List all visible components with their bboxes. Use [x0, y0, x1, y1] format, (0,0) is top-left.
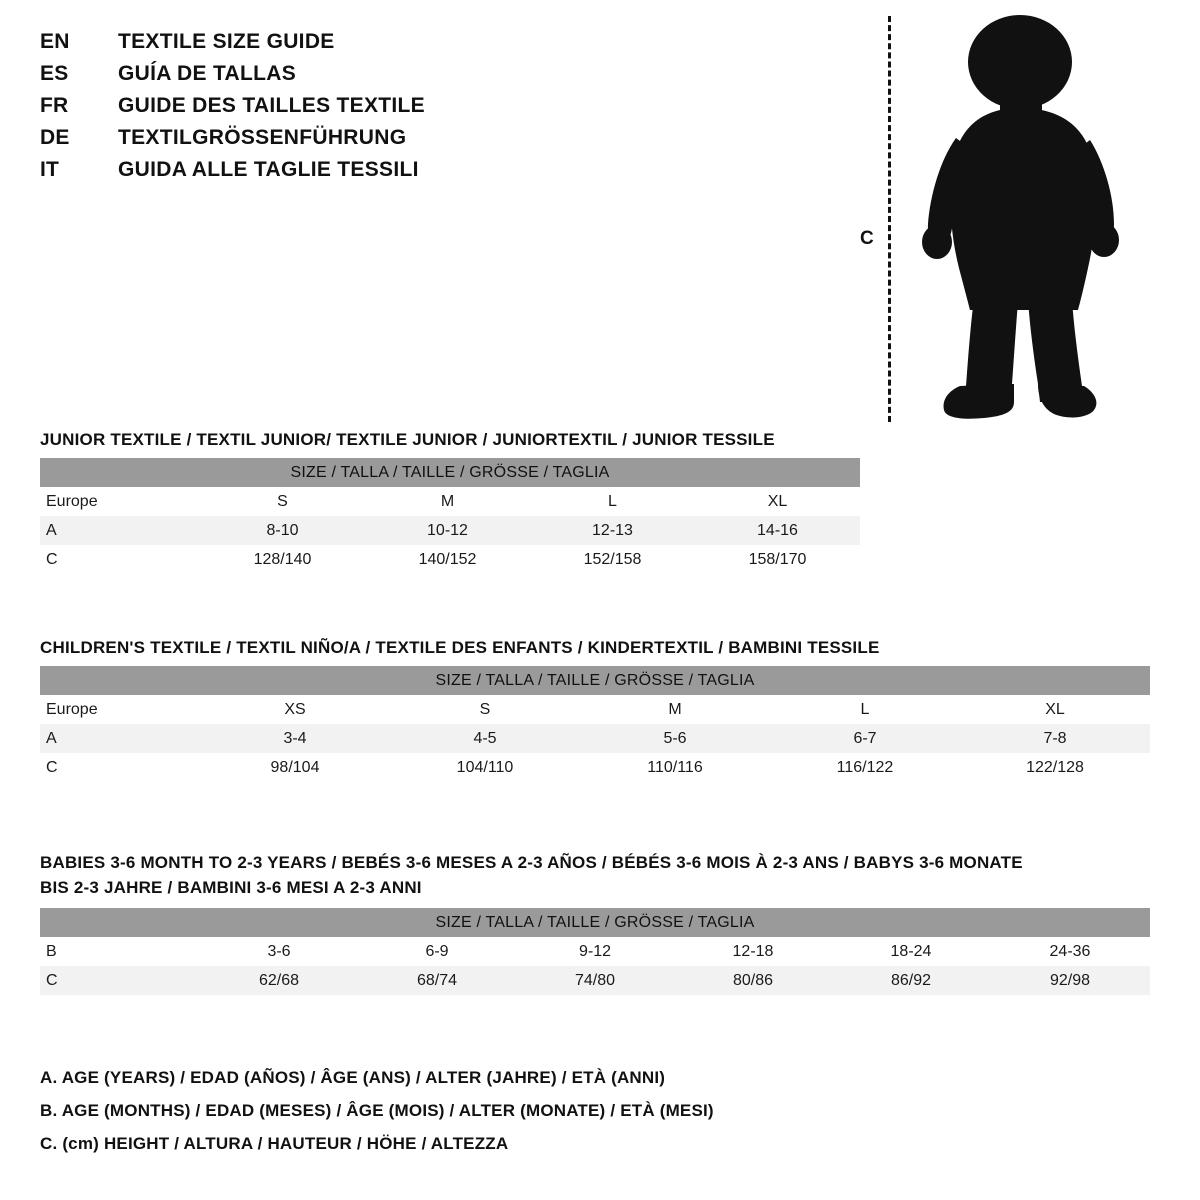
language-title: GUIDE DES TAILLES TEXTILE [118, 94, 425, 117]
language-code: ES [40, 62, 69, 85]
cell: 7-8 [960, 724, 1150, 753]
cell: 62/68 [200, 966, 358, 995]
cell: 116/122 [770, 753, 960, 782]
cell: 98/104 [200, 753, 390, 782]
table-header-bar [40, 458, 860, 487]
cell: 10-12 [365, 516, 530, 545]
height-dashed-line [888, 16, 891, 422]
cell: 3-4 [200, 724, 390, 753]
cell: 5-6 [580, 724, 770, 753]
table-header-bar [40, 908, 1150, 937]
row-label: A [40, 724, 200, 753]
cell: 4-5 [390, 724, 580, 753]
cell: 18-24 [832, 937, 990, 966]
row-label: B [40, 937, 200, 966]
table-row [40, 487, 860, 516]
table-row [40, 937, 1150, 966]
cell: 9-12 [516, 937, 674, 966]
cell: 74/80 [516, 966, 674, 995]
footnote-height: C. (cm) HEIGHT / ALTURA / HAUTEUR / HÖHE / ALTEZZA [40, 1134, 509, 1153]
table-header-label: SIZE / TALLA / TAILLE / GRÖSSE / TAGLIA [40, 458, 860, 487]
height-marker-label: C [860, 228, 874, 249]
language-title: GUIDA ALLE TAGLIE TESSILI [118, 158, 419, 181]
language-code: DE [40, 126, 70, 149]
cell: L [770, 695, 960, 724]
table-row [40, 516, 860, 545]
section-junior [40, 430, 1160, 574]
cell: 80/86 [674, 966, 832, 995]
section-title: CHILDREN'S TEXTILE / TEXTIL NIÑO/A / TEXTILE DES ENFANTS / KINDERTEXTIL / BAMBINI TESSILE [40, 638, 880, 657]
cell: 12-13 [530, 516, 695, 545]
language-header [40, 30, 600, 190]
cell: 68/74 [358, 966, 516, 995]
cell: 12-18 [674, 937, 832, 966]
row-label: Europe [40, 695, 200, 724]
cell: 140/152 [365, 545, 530, 574]
babies-size-table [40, 908, 1150, 995]
child-silhouette-icon [908, 10, 1128, 422]
cell: 128/140 [200, 545, 365, 574]
cell: M [365, 487, 530, 516]
language-row [40, 62, 600, 94]
cell: 24-36 [990, 937, 1150, 966]
cell: XL [695, 487, 860, 516]
section-babies [40, 850, 1160, 995]
section-title: JUNIOR TEXTILE / TEXTIL JUNIOR/ TEXTILE JUNIOR / JUNIORTEXTIL / JUNIOR TESSILE [40, 430, 775, 449]
language-title: GUÍA DE TALLAS [118, 62, 297, 85]
cell: 6-9 [358, 937, 516, 966]
cell: 92/98 [990, 966, 1150, 995]
cell: L [530, 487, 695, 516]
table-row [40, 753, 1150, 782]
language-code: IT [40, 158, 60, 181]
table-header-label: SIZE / TALLA / TAILLE / GRÖSSE / TAGLIA [40, 908, 1150, 937]
table-row [40, 695, 1150, 724]
cell: 122/128 [960, 753, 1150, 782]
junior-size-table [40, 458, 860, 574]
cell: M [580, 695, 770, 724]
footnote-age-months: B. AGE (MONTHS) / EDAD (MESES) / ÂGE (MOIS) / ALTER (MONATE) / ETÀ (MESI) [40, 1101, 714, 1120]
cell: XL [960, 695, 1150, 724]
language-code: EN [40, 30, 70, 53]
cell: XS [200, 695, 390, 724]
row-label: C [40, 545, 200, 574]
cell: S [200, 487, 365, 516]
cell: 14-16 [695, 516, 860, 545]
table-header-bar [40, 666, 1150, 695]
cell: 104/110 [390, 753, 580, 782]
language-row [40, 126, 600, 158]
cell: 152/158 [530, 545, 695, 574]
cell: 110/116 [580, 753, 770, 782]
table-row [40, 966, 1150, 995]
language-code: FR [40, 94, 69, 117]
language-row [40, 158, 600, 190]
row-label: C [40, 753, 200, 782]
cell: S [390, 695, 580, 724]
footnote-age-years: A. AGE (YEARS) / EDAD (AÑOS) / ÂGE (ANS) / ALTER (JAHRE) / ETÀ (ANNI) [40, 1068, 666, 1087]
cell: 86/92 [832, 966, 990, 995]
footnotes [40, 1068, 1140, 1167]
cell: 6-7 [770, 724, 960, 753]
cell: 158/170 [695, 545, 860, 574]
section-title: BABIES 3-6 MONTH TO 2-3 YEARS / BEBÉS 3-6 MESES A 2-3 AÑOS / BÉBÉS 3-6 MOIS À 2-3 ANS / BABYS 3-6 MONATE BIS 2-3 JAHRE / BAMBINI 3-6 MESI A 2-3 ANNI [40, 853, 1023, 897]
section-children [40, 638, 1160, 782]
row-label: Europe [40, 487, 200, 516]
cell: 3-6 [200, 937, 358, 966]
table-row [40, 545, 860, 574]
table-header-label: SIZE / TALLA / TAILLE / GRÖSSE / TAGLIA [40, 666, 1150, 695]
table-row [40, 724, 1150, 753]
height-figure [860, 10, 1140, 420]
language-title: TEXTILE SIZE GUIDE [118, 30, 335, 53]
language-row [40, 94, 600, 126]
language-title: TEXTILGRÖSSENFÜHRUNG [118, 126, 407, 149]
row-label: A [40, 516, 200, 545]
row-label: C [40, 966, 200, 995]
children-size-table [40, 666, 1150, 782]
cell: 8-10 [200, 516, 365, 545]
language-row [40, 30, 600, 62]
